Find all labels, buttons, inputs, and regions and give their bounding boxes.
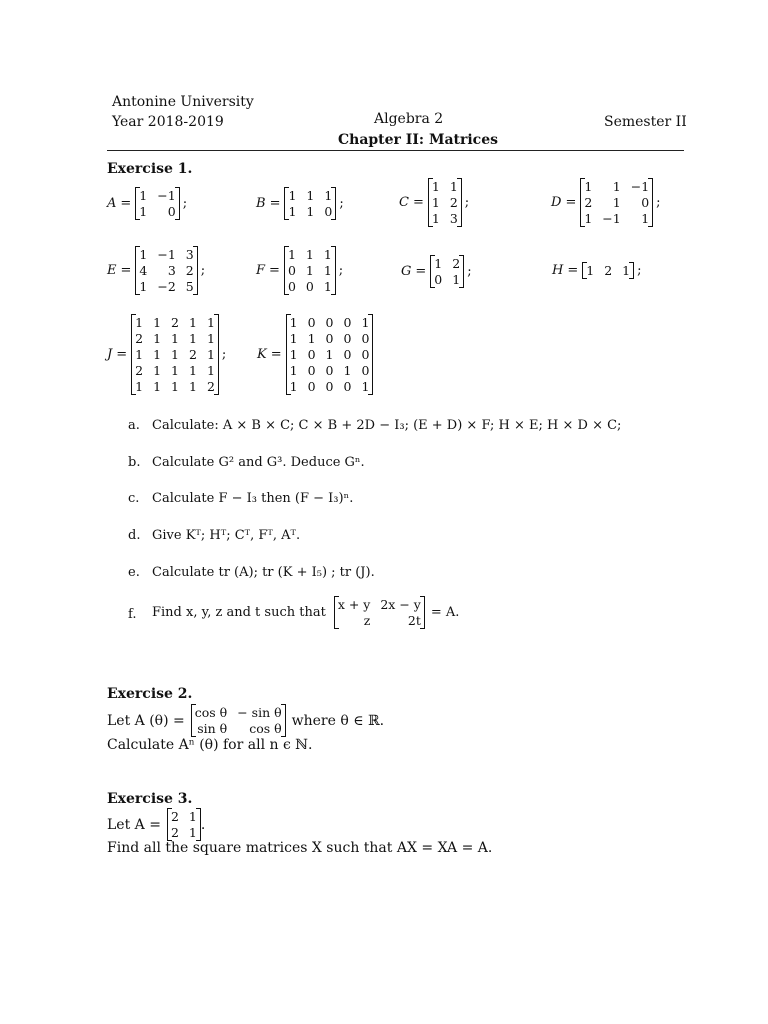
matrix-g-cell-0-0: 1 <box>434 256 443 271</box>
matrix-a <box>135 187 179 220</box>
exercise-3-matrix-cell-0-1: 1 <box>188 809 197 824</box>
question-label-d: d. <box>128 528 141 543</box>
matrix-j-cell-4-0: 1 <box>135 379 144 394</box>
matrix-k <box>286 314 374 395</box>
exercise-2-let: Let A (θ) = <box>107 712 185 729</box>
matrix-b-cell-0-1: 1 <box>306 188 315 203</box>
matrix-f-cell-2-1: 0 <box>305 279 314 294</box>
matrix-j-cell-1-0: 2 <box>135 331 144 346</box>
equals-sign: = <box>412 195 424 210</box>
matrix-e-cell-1-1: 3 <box>167 263 176 278</box>
matrix-d-name: D <box>551 195 562 210</box>
question-f-expression <box>152 596 459 629</box>
exercise-2-where: where θ ∈ ℝ. <box>291 712 385 729</box>
matrix-e <box>135 246 197 295</box>
matrix-c-expression <box>399 178 469 227</box>
matrix-j-cell-3-2: 1 <box>171 363 179 378</box>
equals-sign: = <box>565 195 577 210</box>
matrix-c-cell-1-1: 2 <box>449 195 458 210</box>
matrix-f-cell-1-0: 0 <box>287 263 296 278</box>
matrix-b-cell-1-2: 0 <box>324 204 333 219</box>
matrix-j-cell-1-4: 1 <box>206 331 215 346</box>
matrix-d-cell-1-0: 2 <box>584 195 593 210</box>
matrix-k-cell-4-2: 0 <box>325 379 334 394</box>
exercise-2-matrix-cell-0-0: cos θ <box>194 705 228 720</box>
matrix-h-separator: ; <box>637 263 642 278</box>
academic-year: Year 2018-2019 <box>112 114 224 130</box>
matrix-c-cell-2-1: 3 <box>449 211 458 226</box>
matrix-j-cell-3-0: 2 <box>135 363 144 378</box>
matrix-d-cell-2-0: 1 <box>584 211 593 226</box>
question-text-d: Give Kᵀ; Hᵀ; Cᵀ, Fᵀ, Aᵀ. <box>152 528 301 543</box>
matrix-b-cell-1-1: 1 <box>306 204 315 219</box>
matrix-d-cell-1-2: 0 <box>641 195 650 210</box>
question-f-matrix-cell-0-1: 2x − y <box>380 597 421 612</box>
matrix-j-cell-0-3: 1 <box>188 315 197 330</box>
semester: Semester II <box>604 114 687 130</box>
matrix-k-cell-4-0: 1 <box>289 379 298 394</box>
matrix-k-cell-1-2: 0 <box>325 331 334 346</box>
exercise-2-definition <box>107 704 384 737</box>
equals-sign: = <box>415 264 427 279</box>
university-name: Antonine University <box>112 94 254 110</box>
matrix-e-cell-2-1: −2 <box>157 279 176 294</box>
exercise-3-title: Exercise 3. <box>107 791 193 807</box>
matrix-k-cell-2-3: 0 <box>343 347 352 362</box>
question-f-tail: = A. <box>430 605 460 620</box>
matrix-d <box>580 178 653 227</box>
exercise-3-matrix-cell-1-1: 1 <box>188 825 197 840</box>
exercise-3-matrix-cell-0-0: 2 <box>170 809 179 824</box>
matrix-k-expression <box>257 314 373 395</box>
matrix-b-cell-0-0: 1 <box>288 188 297 203</box>
matrix-j-name: J <box>107 347 113 362</box>
matrix-j-cell-2-1: 1 <box>153 347 162 362</box>
matrix-b-cell-1-0: 1 <box>288 204 297 219</box>
exercise-3-period: . <box>200 816 206 833</box>
question-text-e: Calculate tr (A); tr (K + I₅) ; tr (J). <box>152 565 375 580</box>
matrix-j-cell-0-4: 1 <box>206 315 215 330</box>
exercise-3-matrix-cell-1-0: 2 <box>170 825 179 840</box>
question-f-matrix-cell-1-0: z <box>363 613 371 628</box>
matrix-j <box>131 314 219 395</box>
matrix-j-cell-0-0: 1 <box>135 315 144 330</box>
equals-sign: = <box>120 196 132 211</box>
matrix-k-cell-1-3: 0 <box>343 331 352 346</box>
question-f-matrix-cell-1-1: 2t <box>407 613 421 628</box>
exercise-2-matrix-cell-1-1: cos θ <box>249 721 282 736</box>
matrix-k-cell-0-0: 1 <box>289 315 298 330</box>
matrix-j-cell-1-1: 1 <box>153 331 162 346</box>
matrix-e-separator: ; <box>200 263 206 278</box>
question-text-c: Calculate F − I₃ then (F − I₃)ⁿ. <box>152 491 354 506</box>
matrix-c <box>428 178 462 227</box>
matrix-j-cell-4-3: 1 <box>188 379 197 394</box>
equals-sign: = <box>269 263 280 278</box>
equals-sign: = <box>120 263 132 278</box>
matrix-d-expression <box>551 178 661 227</box>
matrix-k-cell-0-2: 0 <box>325 315 334 330</box>
matrix-k-cell-0-1: 0 <box>307 315 316 330</box>
chapter-title: Chapter II: Matrices <box>338 132 498 148</box>
matrix-k-cell-3-4: 0 <box>361 363 370 378</box>
matrix-c-cell-0-1: 1 <box>449 179 458 194</box>
equals-sign: = <box>269 196 281 211</box>
exercise-2-question: Calculate Aⁿ (θ) for all n ϵ ℕ. <box>107 737 313 753</box>
matrix-g <box>430 255 464 288</box>
matrix-h-name: H <box>552 263 564 278</box>
matrix-c-cell-2-0: 1 <box>431 211 440 226</box>
exercise-3-question: Find all the square matrices X such that AX = XA = A. <box>107 840 493 856</box>
exercise-1-title: Exercise 1. <box>107 161 193 177</box>
matrix-k-cell-0-3: 0 <box>343 315 352 330</box>
matrix-d-cell-2-2: 1 <box>641 211 650 226</box>
matrix-j-cell-3-1: 1 <box>153 363 162 378</box>
matrix-f-cell-0-1: 1 <box>305 247 314 262</box>
matrix-f <box>284 246 336 295</box>
matrix-g-separator: ; <box>467 264 472 279</box>
exercise-3-matrix <box>167 808 201 841</box>
matrix-k-cell-2-2: 1 <box>325 347 334 362</box>
matrix-h-expression <box>552 262 642 279</box>
exercise-3-let: Let A = <box>107 816 161 833</box>
matrix-a-cell-0-1: −1 <box>157 188 176 203</box>
matrix-k-cell-4-3: 0 <box>343 379 352 394</box>
matrix-b <box>284 187 336 220</box>
matrix-f-cell-1-1: 1 <box>305 263 314 278</box>
matrix-h-cell-0-0: 1 <box>586 263 595 278</box>
matrix-a-cell-1-1: 0 <box>167 204 176 219</box>
matrix-j-cell-1-2: 1 <box>171 331 179 346</box>
matrix-k-cell-2-0: 1 <box>289 347 298 362</box>
question-label-e: e. <box>128 565 140 580</box>
matrix-c-cell-0-0: 1 <box>431 179 440 194</box>
matrix-k-cell-3-1: 0 <box>307 363 316 378</box>
question-text-f: Find x, y, z and t such that <box>152 605 326 620</box>
matrix-b-expression <box>256 187 344 220</box>
exercise-2-title: Exercise 2. <box>107 686 193 702</box>
matrix-k-cell-3-2: 0 <box>325 363 334 378</box>
matrix-k-cell-4-1: 0 <box>307 379 316 394</box>
equals-sign: = <box>270 347 282 362</box>
matrix-g-cell-1-0: 0 <box>434 272 443 287</box>
matrix-f-separator: ; <box>338 263 344 278</box>
matrix-e-name: E <box>107 263 117 278</box>
matrix-d-cell-0-2: −1 <box>630 179 650 194</box>
question-label-c: c. <box>128 491 140 506</box>
exercise-3-definition <box>107 808 205 841</box>
matrix-g-cell-0-1: 2 <box>452 256 461 271</box>
matrix-j-cell-2-4: 1 <box>206 347 215 362</box>
matrix-e-cell-2-2: 5 <box>185 279 194 294</box>
matrix-k-cell-3-0: 1 <box>289 363 298 378</box>
matrix-g-cell-1-1: 1 <box>452 272 461 287</box>
question-f-matrix <box>334 596 425 629</box>
matrix-b-separator: ; <box>339 196 344 211</box>
exercise-2-matrix-cell-0-1: − sin θ <box>237 705 282 720</box>
matrix-k-cell-1-4: 0 <box>361 331 370 346</box>
exercise-2-matrix-cell-1-0: sin θ <box>197 721 228 736</box>
matrix-d-cell-2-1: −1 <box>602 211 621 226</box>
matrix-f-cell-0-2: 1 <box>323 247 332 262</box>
matrix-f-expression <box>256 246 343 295</box>
matrix-j-cell-4-1: 1 <box>153 379 162 394</box>
matrix-e-cell-0-1: −1 <box>157 247 176 262</box>
matrix-j-separator: ; <box>221 347 227 362</box>
matrix-k-cell-2-1: 0 <box>307 347 316 362</box>
matrix-k-cell-4-4: 1 <box>361 379 370 394</box>
matrix-c-cell-1-0: 1 <box>431 195 440 210</box>
equals-sign: = <box>116 347 128 362</box>
question-label-b: b. <box>128 455 141 470</box>
matrix-a-separator: ; <box>182 196 188 211</box>
matrix-c-separator: ; <box>464 195 470 210</box>
matrix-g-expression <box>401 255 472 288</box>
matrix-h-cell-0-1: 2 <box>604 263 613 278</box>
matrix-f-cell-2-2: 1 <box>323 279 332 294</box>
course-name: Algebra 2 <box>374 111 444 127</box>
matrix-f-cell-0-0: 1 <box>287 247 296 262</box>
matrix-k-cell-3-3: 1 <box>343 363 352 378</box>
matrix-a-expression <box>107 187 187 220</box>
matrix-j-cell-4-2: 1 <box>171 379 179 394</box>
matrix-h <box>582 262 634 279</box>
matrix-e-cell-1-2: 2 <box>185 263 194 278</box>
question-label-f: f. <box>128 607 137 622</box>
matrix-j-cell-3-4: 1 <box>206 363 215 378</box>
matrix-e-cell-0-2: 3 <box>185 247 194 262</box>
matrix-d-separator: ; <box>656 195 661 210</box>
matrix-d-cell-0-0: 1 <box>584 179 593 194</box>
matrix-j-expression <box>107 314 226 395</box>
matrix-f-name: F <box>256 263 266 278</box>
matrix-a-cell-0-0: 1 <box>139 188 148 203</box>
matrix-k-cell-2-4: 0 <box>361 347 370 362</box>
question-text-a: Calculate: A × B × C; C × B + 2D − I₃; (E + D) × F; H × E; H × D × C; <box>152 418 622 433</box>
matrix-f-cell-1-2: 1 <box>323 263 332 278</box>
matrix-e-cell-1-0: 4 <box>139 263 148 278</box>
matrix-d-cell-1-1: 1 <box>612 195 621 210</box>
matrix-j-cell-1-3: 1 <box>188 331 197 346</box>
matrix-f-cell-2-0: 0 <box>287 279 296 294</box>
matrix-e-cell-0-0: 1 <box>139 247 148 262</box>
matrix-a-name: A <box>107 196 117 211</box>
matrix-k-cell-1-0: 1 <box>289 331 298 346</box>
matrix-j-cell-4-4: 2 <box>206 379 215 394</box>
matrix-k-cell-1-1: 1 <box>307 331 316 346</box>
question-text-b: Calculate G² and G³. Deduce Gⁿ. <box>152 455 365 470</box>
header-divider <box>107 150 684 151</box>
matrix-j-cell-0-1: 1 <box>153 315 162 330</box>
matrix-j-cell-0-2: 2 <box>171 315 179 330</box>
matrix-j-cell-3-3: 1 <box>188 363 197 378</box>
question-label-a: a. <box>128 418 140 433</box>
matrix-h-cell-0-2: 1 <box>622 263 631 278</box>
matrix-b-cell-0-2: 1 <box>324 188 333 203</box>
matrix-j-cell-2-2: 1 <box>171 347 179 362</box>
matrix-k-name: K <box>257 347 267 362</box>
matrix-e-cell-2-0: 1 <box>139 279 148 294</box>
matrix-a-cell-1-0: 1 <box>139 204 148 219</box>
question-f-matrix-cell-0-0: x + y <box>337 597 371 612</box>
matrix-j-cell-2-3: 2 <box>188 347 197 362</box>
matrix-j-cell-2-0: 1 <box>135 347 144 362</box>
matrix-g-name: G <box>401 264 412 279</box>
matrix-k-cell-0-4: 1 <box>361 315 370 330</box>
matrix-e-expression <box>107 246 205 295</box>
matrix-d-cell-0-1: 1 <box>612 179 621 194</box>
matrix-c-name: C <box>399 195 409 210</box>
matrix-b-name: B <box>256 196 266 211</box>
exercise-2-matrix <box>191 704 286 737</box>
equals-sign: = <box>567 263 579 278</box>
